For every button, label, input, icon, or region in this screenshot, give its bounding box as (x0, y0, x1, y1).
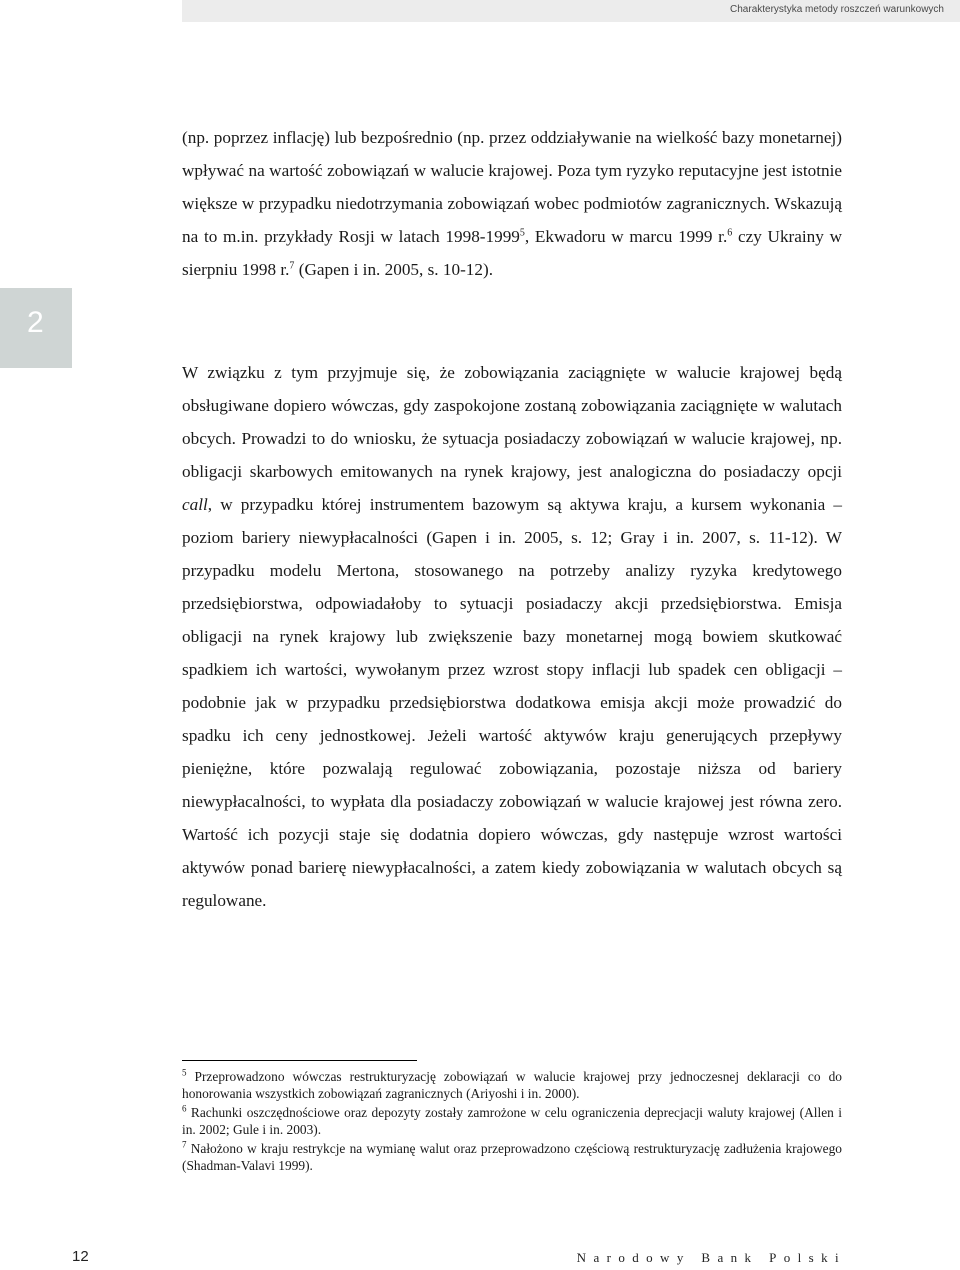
paragraph-2 (182, 356, 842, 917)
footnote-text: Rachunki oszczędnościowe oraz depozyty zostały zamrożone w celu ograniczenia deprecjacji waluty krajowej (Allen i in. 2002; Gule i in. 2003). (182, 1105, 842, 1137)
footnote-text: Nałożono w kraju restrykcje na wymianę walut oraz przeprowadzono częściową restrukturyzację zadłużenia krajowego (Shadman-Valavi 1999). (182, 1141, 842, 1173)
footnote-text: Przeprowadzono wówczas restrukturyzację zobowiązań w walucie krajowej przy jednoczesnej deklaracji co do honorowania wszystkich zobowiązań zagranicznych (Ariyoshi i in. 2000). (182, 1069, 842, 1101)
footnote-number: 6 (182, 1103, 187, 1114)
paragraph-1 (182, 121, 842, 286)
footnote-number: 5 (182, 1067, 187, 1078)
paragraph-1-text-d: (Gapen i in. 2005, s. 10-12). (294, 260, 494, 279)
footnote-5 (182, 1068, 842, 1102)
paragraph-1-text-b: , Ekwadoru w marcu 1999 r. (524, 227, 728, 246)
paragraph-1-text-a: (np. poprzez inflację) lub bezpośrednio (np. przez oddziaływanie na wielkość bazy monetarnej) wpływać na wartość zobowiązań w walucie krajowej. Poza tym ryzyko reputacyjne jest istotnie większe w przypadku niedotrzymania zobowiązań wobec podmiotów zagranicznych. Wskazują na to m.in. przykłady Rosji w latach 1998-1999 (182, 128, 842, 246)
running-header (182, 0, 960, 22)
running-header-title: Charakterystyka metody roszczeń warunkowych (730, 4, 944, 15)
paragraph-1-text-c: czy Ukrainy w sierpniu 1998 r. (182, 227, 842, 279)
paragraph-2-text-a: W związku z tym przyjmuje się, że zobowiązania zaciągnięte w walucie krajowej będą obsługiwane dopiero wówczas, gdy zaspokojone zostaną zobowiązania zaciągnięte w walutach obcych. Prowadzi to do wniosku, że sytuacja posiadaczy zobowiązań w walucie krajowej, np. obligacji skarbowych emitowanych na rynek krajowy, jest analogiczna do posiadaczy opcji (182, 363, 842, 481)
chapter-number: 2 (27, 306, 44, 339)
page-number: 12 (72, 1248, 89, 1265)
footnote-ref-6[interactable]: 6 (727, 227, 733, 239)
footnotes (182, 1068, 842, 1176)
italic-term-call: call (182, 495, 208, 514)
footnote-ref-5[interactable]: 5 (519, 227, 525, 239)
paragraph-2-text-b: , w przypadku której instrumentem bazowym są aktywa kraju, a kursem wykonania – poziom bariery niewypłacalności (Gapen i in. 2005, s. 12; Gray i in. 2007, s. 11-12). W przypadku modelu Mertona, stosowanego na potrzeby analizy ryzyka kredytowego przedsiębiorstwa, odpowiadałoby to sytuacji posiadaczy akcji przedsiębiorstwa. Emisja obligacji na rynek krajowy lub zwiększenie bazy monetarnej mogą bowiem skutkować spadkiem ich wartości, wywołanym przez wzrost stopy inflacji lub spadek cen obligacji – podobnie jak w przypadku przedsiębiorstwa dodatkowa emisja akcji może prowadzić do spadku ich ceny jednostkowej. Jeżeli wartość aktywów kraju generujących przepływy pieniężne, które pozwalają regulować zobowiązania, pozostaje niższa od bariery niewypłacalności, to wypłata dla posiadaczy zobowiązań w walucie krajowej jest równa zero. Wartość ich pozycji staje się dodatnia dopiero wówczas, gdy następuje wzrost wartości aktywów ponad barierę niewypłacalności, a zatem kiedy zobowiązania w walutach obcych są regulowane. (182, 495, 842, 910)
footnote-ref-7[interactable]: 7 (289, 260, 295, 272)
chapter-tab (0, 288, 72, 368)
footnote-7 (182, 1140, 842, 1174)
publisher-name: Narodowy Bank Polski (576, 1250, 846, 1265)
footnote-separator (182, 1060, 417, 1061)
footnote-6 (182, 1104, 842, 1138)
footnote-number: 7 (182, 1139, 187, 1150)
